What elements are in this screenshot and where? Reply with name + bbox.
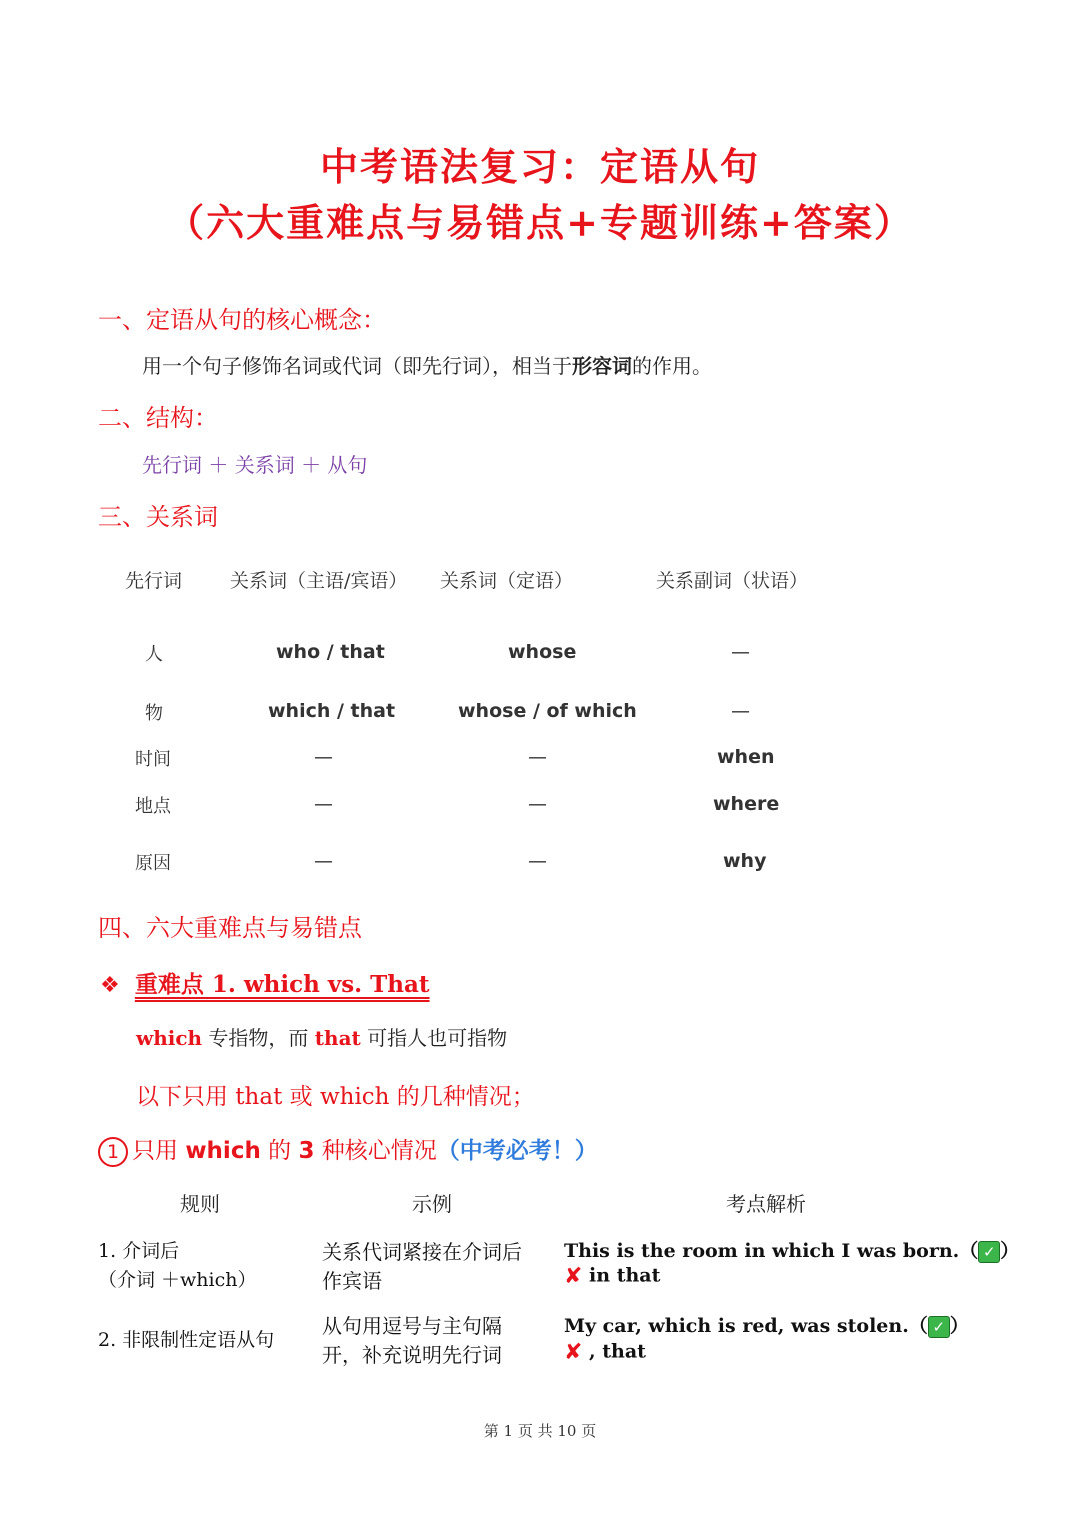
analysis-cell xyxy=(564,1311,969,1338)
analysis-wrong xyxy=(564,1264,660,1289)
table-cell: 地点 xyxy=(135,796,171,817)
analysis-paren: ） xyxy=(1000,1240,1020,1262)
table-header: 关系副词（状语） xyxy=(656,570,809,592)
check-icon: ✓ xyxy=(978,1241,1000,1263)
s1-text-pre: 用一个句子修饰名词或代词（即先行词），相当于 xyxy=(142,354,572,378)
example-cell: 开，补充说明先行词 xyxy=(322,1343,502,1367)
page-footer: 第 1 页 共 10 页 xyxy=(483,1422,597,1440)
table-cell: — xyxy=(314,793,333,815)
case-text-2: 的 xyxy=(260,1138,299,1164)
section-heading-1: 一、定语从句的核心概念： xyxy=(98,306,386,334)
table-cell: 人 xyxy=(145,644,163,665)
example-cell: 作宾语 xyxy=(322,1269,382,1293)
only-that-which-line: 以下只用 that 或 which 的几种情况； xyxy=(136,1084,535,1110)
keypoint-1-heading xyxy=(100,966,430,999)
table-cell: which / that xyxy=(268,700,396,722)
analysis-sentence: This is the room in which I was born.（ xyxy=(564,1240,979,1262)
table-cell: why xyxy=(723,850,767,872)
table-cell: — xyxy=(314,850,333,872)
table-cell: — xyxy=(731,641,750,663)
table-cell: — xyxy=(731,700,750,722)
section-heading-2: 二、结构： xyxy=(98,404,218,432)
diamond-bullet-icon: ❖ xyxy=(100,973,120,998)
section-heading-3: 三、关系词 xyxy=(98,503,218,531)
s1-text-post: 的作用。 xyxy=(632,354,712,378)
circled-number-1-icon: 1 xyxy=(98,1137,128,1167)
case-1-heading xyxy=(98,1132,598,1167)
case-word-which: which xyxy=(185,1138,261,1164)
keypoint-1-description xyxy=(136,1022,507,1051)
analysis-paren: ） xyxy=(949,1315,969,1337)
kp1-text-2: 可指人也可指物 xyxy=(360,1026,508,1050)
kp1-word-that: that xyxy=(314,1026,361,1050)
kp1-word-which: which xyxy=(136,1026,203,1050)
case-number: 3 xyxy=(298,1138,315,1164)
rules-header: 规则 xyxy=(180,1192,220,1216)
table-cell: — xyxy=(314,746,333,768)
kp1-text-1: 专指物，而 xyxy=(202,1026,315,1050)
table-cell: — xyxy=(528,746,547,768)
rule-cell: 2. 非限制性定语从句 xyxy=(98,1329,275,1351)
table-cell: 时间 xyxy=(135,749,171,770)
case-text-3: 种核心情况 xyxy=(314,1138,437,1164)
page-title-line1: 中考语法复习：定语从句 xyxy=(319,144,760,189)
table-header: 关系词（定语） xyxy=(440,570,574,592)
case-text-1: 只用 xyxy=(132,1138,186,1164)
table-header: 先行词 xyxy=(125,570,183,592)
cross-icon: ✘ xyxy=(564,1340,583,1365)
table-cell: whose xyxy=(508,641,577,663)
table-cell: where xyxy=(713,793,780,815)
rule-cell: （介词 ＋which） xyxy=(98,1269,257,1291)
table-cell: 物 xyxy=(145,703,163,724)
analysis-wrong-text: in that xyxy=(582,1264,661,1287)
s1-text-bold: 形容词 xyxy=(572,354,632,378)
section-heading-4: 四、六大重难点与易错点 xyxy=(98,914,362,942)
keypoint-1-title: 重难点 1. which vs. That xyxy=(134,971,430,998)
rules-header: 考点解析 xyxy=(726,1192,806,1216)
analysis-cell xyxy=(564,1236,1019,1263)
section-1-text xyxy=(142,350,712,379)
example-cell: 从句用逗号与主句隔 xyxy=(322,1314,502,1338)
rule-cell: 1. 介词后 xyxy=(98,1240,180,1262)
table-cell: whose / of which xyxy=(458,700,637,722)
table-cell: — xyxy=(528,850,547,872)
rules-header: 示例 xyxy=(412,1192,452,1216)
table-cell: when xyxy=(717,746,775,768)
analysis-wrong-text: , that xyxy=(582,1340,646,1363)
analysis-wrong xyxy=(564,1340,646,1365)
case-note: （中考必考！） xyxy=(436,1137,598,1164)
example-cell: 关系代词紧接在介词后 xyxy=(322,1240,522,1264)
structure-formula: 先行词 ＋ 关系词 ＋ 从句 xyxy=(142,453,368,477)
table-cell: who / that xyxy=(276,641,385,663)
analysis-sentence: My car, which is red, was stolen.（ xyxy=(564,1315,928,1337)
page-title-line2: （六大重难点与易错点+专题训练+答案） xyxy=(166,200,914,245)
table-cell: 原因 xyxy=(135,853,171,874)
cross-icon: ✘ xyxy=(564,1264,583,1289)
check-icon: ✓ xyxy=(928,1316,950,1338)
table-cell: — xyxy=(528,793,547,815)
table-header: 关系词（主语/宾语） xyxy=(230,570,408,592)
